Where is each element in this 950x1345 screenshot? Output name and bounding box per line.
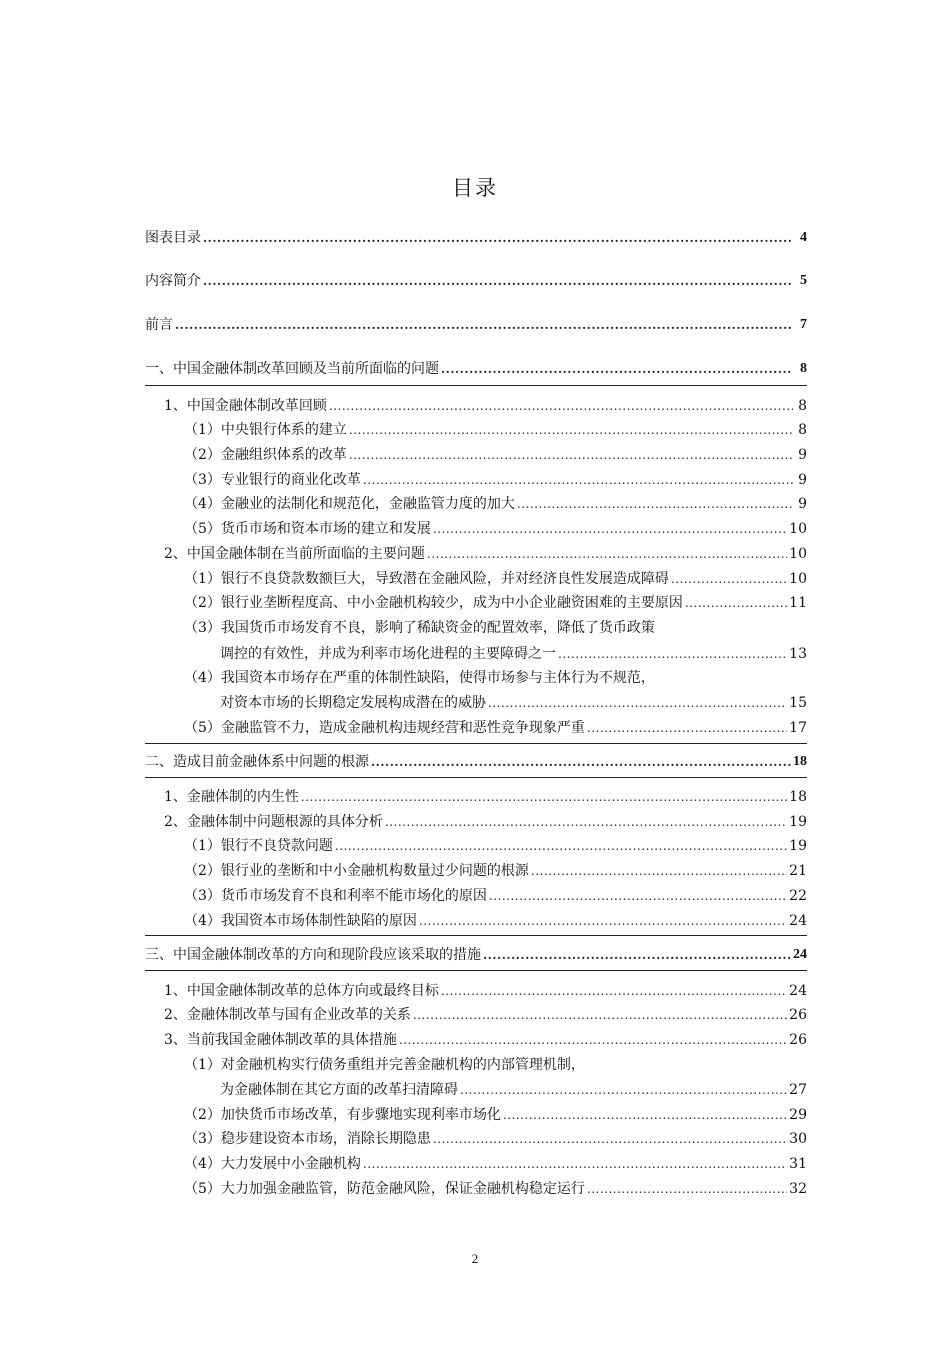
dot-leader: [349, 446, 793, 464]
dot-leader: [399, 1031, 787, 1049]
toc-title: 目录: [452, 176, 498, 200]
toc-entry[interactable]: [184, 471, 807, 489]
toc-entry-label: （1）银行不良贷款问题: [184, 838, 333, 854]
toc-entry[interactable]: [184, 1130, 807, 1148]
toc-entry[interactable]: [164, 813, 807, 831]
toc-entry-label: 调控的有效性，并成为利率市场化进程的主要障碍之一: [220, 646, 556, 662]
toc-entry[interactable]: [184, 1106, 807, 1124]
toc-entry-label: （4）金融业的法制化和规范化，金融监管力度的加大: [184, 496, 515, 512]
dot-leader: [385, 813, 787, 831]
toc-entry-label: 1、金融体制的内生性: [164, 789, 299, 805]
section-divider: [145, 935, 807, 936]
toc-entry-page: 26: [789, 1032, 807, 1048]
toc-entry-page: 17: [789, 720, 807, 736]
dot-leader: [441, 360, 793, 378]
toc-entry[interactable]: [184, 887, 807, 905]
toc-entry-page: 15: [789, 695, 807, 711]
dot-leader: [460, 1081, 787, 1099]
toc-entry-page: 19: [789, 838, 807, 854]
dot-leader: [483, 946, 791, 964]
toc-entry-label: （3）专业银行的商业化改革: [184, 472, 361, 488]
toc-entry-page: 18: [789, 789, 807, 805]
dot-leader: [488, 694, 787, 712]
toc-entry-label: （3）货币市场发育不良和利率不能市场化的原因: [184, 888, 487, 904]
toc-entry[interactable]: [164, 545, 807, 563]
toc-entry[interactable]: [145, 229, 807, 247]
toc-entry-page: 32: [789, 1181, 807, 1197]
toc-entry-page: 19: [789, 814, 807, 830]
dot-leader: [433, 520, 787, 538]
toc-entry[interactable]: [184, 912, 807, 930]
dot-leader: [427, 545, 787, 563]
toc-entry-label: （1）银行不良贷款数额巨大，导致潜在金融风险，并对经济良性发展造成障碍: [184, 571, 669, 587]
toc-entry[interactable]: [184, 1180, 807, 1198]
toc-entry[interactable]: [184, 594, 807, 612]
section-divider: [145, 970, 807, 971]
toc-entry-page: 10: [789, 521, 807, 537]
toc-entry-page: 8: [798, 422, 807, 438]
toc-entry[interactable]: [184, 421, 807, 439]
toc-entry-page: 24: [789, 913, 807, 929]
toc-entry[interactable]: [184, 837, 807, 855]
toc-entry-label: 3、当前我国金融体制改革的具体措施: [164, 1032, 397, 1048]
toc-entry-page: 5: [800, 273, 807, 288]
dot-leader: [363, 1155, 787, 1173]
dot-leader: [441, 982, 787, 1000]
toc-entry-line[interactable]: （1）对金融机构实行债务重组并完善金融机构的内部管理机制，: [184, 1057, 585, 1073]
toc-entry-page: 18: [793, 754, 807, 769]
toc-entry-page: 26: [789, 1007, 807, 1023]
dot-leader: [329, 397, 793, 415]
toc-entry[interactable]: [164, 1031, 807, 1049]
toc-entry-label: （2）金融组织体系的改革: [184, 447, 347, 463]
toc-section[interactable]: [145, 753, 807, 771]
toc-entry-label: 二、造成目前金融体系中问题的根源: [145, 754, 369, 770]
dot-leader: [531, 862, 787, 880]
dot-leader: [558, 645, 787, 663]
toc-entry-label: 2、金融体制改革与国有企业改革的关系: [164, 1007, 411, 1023]
toc-entry-label: 为金融体制在其它方面的改革扫清障碍: [220, 1082, 458, 1098]
toc-entry-label: （5）大力加强金融监管，防范金融风险，保证金融机构稳定运行: [184, 1181, 585, 1197]
toc-entry-line[interactable]: （3）我国货币市场发育不良，影响了稀缺资金的配置效率，降低了货币政策: [184, 620, 655, 636]
toc-entry-page: 21: [789, 863, 807, 879]
toc-entry-page: 11: [789, 595, 807, 611]
toc-entry[interactable]: [220, 694, 807, 712]
toc-entry-label: 1、中国金融体制改革回顾: [164, 398, 327, 414]
toc-entry[interactable]: [164, 982, 807, 1000]
toc-entry-page: 9: [798, 472, 807, 488]
toc-entry-label: 1、中国金融体制改革的总体方向或最终目标: [164, 983, 439, 999]
toc-entry-label: 2、金融体制中问题根源的具体分析: [164, 814, 383, 830]
toc-entry[interactable]: [184, 862, 807, 880]
toc-entry-page: 27: [789, 1082, 807, 1098]
toc-entry[interactable]: [164, 788, 807, 806]
dot-leader: [489, 887, 787, 905]
dot-leader: [503, 1106, 787, 1124]
dot-leader: [363, 471, 793, 489]
toc-entry[interactable]: [145, 272, 807, 290]
toc-entry-label: （2）银行业垄断程度高、中小金融机构较少，成为中小企业融资困难的主要原因: [184, 595, 683, 611]
dot-leader: [335, 837, 787, 855]
toc-entry[interactable]: [164, 1006, 807, 1024]
toc-entry-label: （4）大力发展中小金融机构: [184, 1156, 361, 1172]
toc-entry-label: （1）中央银行体系的建立: [184, 422, 347, 438]
toc-entry-label: （4）我国资本市场体制性缺陷的原因: [184, 913, 417, 929]
dot-leader: [301, 788, 787, 806]
toc-entry[interactable]: [220, 1081, 807, 1099]
dot-leader: [203, 272, 793, 290]
toc-entry-page: 29: [789, 1107, 807, 1123]
dot-leader: [587, 719, 787, 737]
toc-entry-page: 8: [798, 398, 807, 414]
toc-entry-page: 4: [800, 230, 807, 245]
toc-entry-label: 一、中国金融体制改革回顾及当前所面临的问题: [145, 361, 439, 377]
toc-entry-label: 对资本市场的长期稳定发展构成潜在的威胁: [220, 695, 486, 711]
dot-leader: [685, 594, 789, 612]
toc-entry[interactable]: [184, 520, 807, 538]
toc-entry-page: 22: [789, 888, 807, 904]
toc-entry[interactable]: [220, 645, 807, 663]
dot-leader: [349, 421, 793, 439]
toc-entry[interactable]: [184, 446, 807, 464]
section-divider: [145, 777, 807, 778]
toc-entry-label: 内容简介: [145, 273, 201, 289]
toc-entry-label: （3）稳步建设资本市场，消除长期隐患: [184, 1131, 431, 1147]
toc-entry-page: 30: [789, 1131, 807, 1147]
toc-entry[interactable]: [184, 570, 807, 588]
toc-entry-label: （5）货币市场和资本市场的建立和发展: [184, 521, 431, 537]
toc-entry-label: （2）加快货币市场改革，有步骤地实现利率市场化: [184, 1107, 501, 1123]
dot-leader: [203, 229, 793, 247]
toc-entry-label: （2）银行业的垄断和中小金融机构数量过少问题的根源: [184, 863, 529, 879]
toc-entry-label: （5）金融监管不力，造成金融机构违规经营和恶性竞争现象严重: [184, 720, 585, 736]
dot-leader: [587, 1180, 787, 1198]
dot-leader: [419, 912, 787, 930]
toc-entry-label: 图表目录: [145, 230, 201, 246]
toc-entry-page: 10: [789, 546, 807, 562]
section-divider: [145, 385, 807, 386]
toc-entry-page: 8: [800, 361, 807, 376]
toc-entry-page: 31: [789, 1156, 807, 1172]
dot-leader: [175, 316, 793, 334]
dot-leader: [433, 1130, 787, 1148]
toc-entry[interactable]: [164, 397, 807, 415]
toc-entry-line[interactable]: （4）我国资本市场存在严重的体制性缺陷，使得市场参与主体行为不规范，: [184, 670, 655, 686]
toc-entry-page: 24: [793, 947, 807, 962]
toc-entry[interactable]: [184, 719, 807, 737]
section-divider: [145, 743, 807, 744]
dot-leader: [371, 753, 791, 771]
dot-leader: [413, 1006, 787, 1024]
toc-entry-label: 前言: [145, 317, 173, 333]
toc-entry-page: 24: [789, 983, 807, 999]
toc-entry-page: 9: [798, 496, 807, 512]
toc-section[interactable]: [145, 946, 807, 964]
toc-entry-page: 7: [800, 317, 807, 332]
toc-entry-page: 9: [798, 447, 807, 463]
toc-entry[interactable]: [145, 316, 807, 334]
toc-section[interactable]: [145, 360, 807, 378]
toc-entry[interactable]: [184, 1155, 807, 1173]
toc-entry[interactable]: [184, 495, 807, 513]
toc-entry-page: 13: [789, 646, 807, 662]
dot-leader: [517, 495, 793, 513]
toc-entry-label: 三、中国金融体制改革的方向和现阶段应该采取的措施: [145, 947, 481, 963]
toc-entry-page: 10: [789, 571, 807, 587]
page-number: 2: [471, 1251, 479, 1266]
toc-entry-label: 2、中国金融体制在当前所面临的主要问题: [164, 546, 425, 562]
dot-leader: [671, 570, 787, 588]
